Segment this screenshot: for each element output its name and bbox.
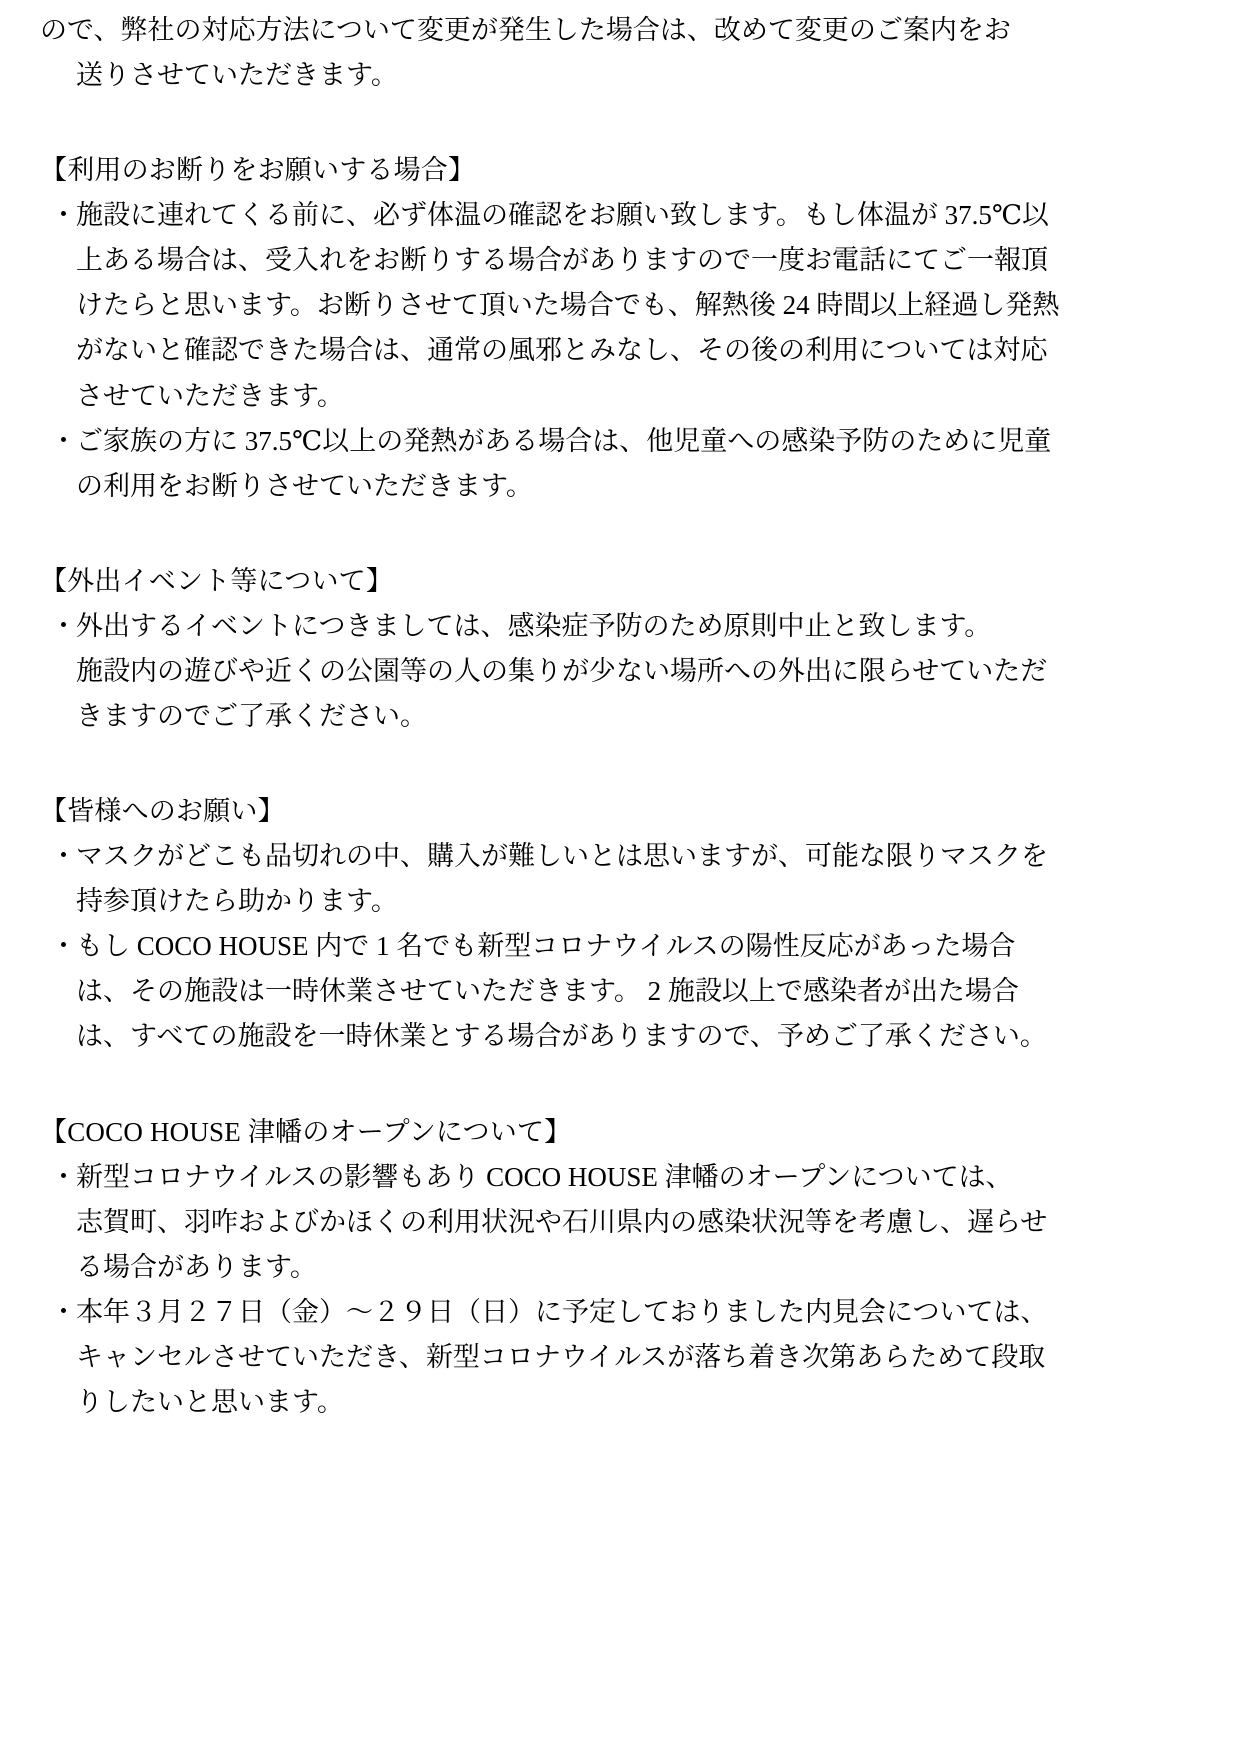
paragraph-line: ので、弊社の対応方法について変更が発生した場合は、改めて変更のご案内をお <box>40 15 1011 45</box>
bullet-line: がないと確認できた場合は、通常の風邪とみなし、その後の利用については対応 <box>76 335 1048 366</box>
section-heading-outings: 【外出イベント等について】 <box>40 565 394 596</box>
list-item <box>40 924 1169 1059</box>
bullet-line: キャンセルさせていただき、新型コロナウイルスが落ち着き次第あらためて段取 <box>76 1341 1046 1372</box>
bullet-line: 持参頂けたら助かります。 <box>76 886 398 917</box>
bullet-marker: ・ <box>50 1296 77 1327</box>
document-body <box>40 0 1169 1425</box>
bullet-marker: ・ <box>50 200 77 231</box>
bullet-line: マスクがどこも品切れの中、購入が難しいとは思いますが、可能な限りマスクを <box>76 841 1048 872</box>
bullet-line: させていただきます。 <box>76 380 344 411</box>
bullet-list-outings <box>40 604 1169 739</box>
bullet-marker: ・ <box>50 610 77 641</box>
bullet-line: る場合があります。 <box>76 1251 317 1282</box>
bullet-list-request <box>40 834 1169 1059</box>
section-heading-refusal: 【利用のお断りをお願いする場合】 <box>40 155 476 186</box>
bullet-line: けたらと思います。お断りさせて頂いた場合でも、解熱後 24 時間以上経過し発熱 <box>76 290 1060 321</box>
section-heading-request: 【皆様へのお願い】 <box>40 796 285 827</box>
bullet-line: もし COCO HOUSE 内で 1 名でも新型コロナウイルスの陽性反応があった場合 <box>76 931 1016 962</box>
bullet-line: りしたいと思います。 <box>76 1387 344 1418</box>
bullet-line: 本年３月２７日（金）～２９日（日）に予定しておりました内見会については、 <box>76 1296 1048 1327</box>
bullet-list-refusal <box>40 193 1169 509</box>
bullet-line: きますのでご了承ください。 <box>76 701 427 732</box>
bullet-line: 志賀町、羽咋およびかほくの利用状況や石川県内の感染状況等を考慮し、遅らせ <box>76 1206 1048 1237</box>
list-item <box>40 834 1169 924</box>
bullet-line: 外出するイベントにつきましては、感染症予防のため原則中止と致します。 <box>76 610 992 641</box>
bullet-marker: ・ <box>50 425 77 456</box>
bullet-line: は、その施設は一時休業させていただきます。 2 施設以上で感染者が出た場合 <box>76 976 1019 1007</box>
spacer <box>40 739 1169 789</box>
spacer <box>40 509 1169 559</box>
bullet-list-tsubata-open <box>40 1155 1169 1425</box>
list-item <box>40 419 1169 509</box>
list-item <box>40 193 1169 418</box>
paragraph-line: 送りさせていただきます。 <box>76 60 398 91</box>
list-item <box>40 604 1169 739</box>
bullet-marker: ・ <box>50 1161 77 1192</box>
bullet-line: 新型コロナウイルスの影響もあり COCO HOUSE 津幡のオープンについては、 <box>76 1161 1013 1192</box>
bullet-line: ご家族の方に 37.5℃以上の発熱がある場合は、他児童への感染予防のために児童 <box>76 425 1052 456</box>
spacer <box>40 1060 1169 1110</box>
bullet-line: 施設に連れてくる前に、必ず体温の確認をお願い致します。もし体温が 37.5℃以 <box>76 200 1050 231</box>
bullet-marker: ・ <box>50 841 77 872</box>
bullet-line: の利用をお断りさせていただきます。 <box>76 470 533 501</box>
bullet-line: 施設内の遊びや近くの公園等の人の集りが少ない場所への外出に限らせていただ <box>76 655 1048 686</box>
bullet-line: は、すべての施設を一時休業とする場合がありますので、予めご了承ください。 <box>76 1021 1047 1052</box>
section-heading-tsubata-open: 【COCO HOUSE 津幡のオープンについて】 <box>40 1116 572 1147</box>
list-item <box>40 1155 1169 1290</box>
top-paragraph <box>40 8 1169 98</box>
bullet-line: 上ある場合は、受入れをお断りする場合がありますので一度お電話にてご一報頂 <box>76 245 1048 276</box>
spacer <box>40 98 1169 148</box>
bullet-marker: ・ <box>50 931 77 962</box>
list-item <box>40 1290 1169 1425</box>
